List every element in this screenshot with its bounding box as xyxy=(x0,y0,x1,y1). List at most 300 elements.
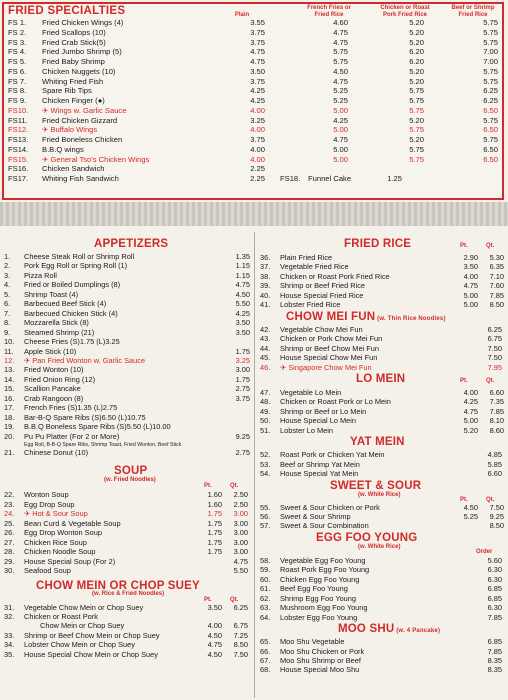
item-name: Vegetable Chow Mei Fun xyxy=(280,324,363,334)
price-quart: 8.60 xyxy=(489,425,504,435)
item-number: 4. xyxy=(4,280,11,290)
price-beef-shrimp: 7.00 xyxy=(483,57,498,66)
item-name: Apple Stick (10) xyxy=(24,346,77,356)
item-number: 27. xyxy=(4,537,15,547)
item-number: 18. xyxy=(4,412,15,422)
item-number: 31. xyxy=(4,602,15,612)
item-name: Sweet & Sour Chicken or Pork xyxy=(280,502,380,512)
soup-row xyxy=(4,490,254,499)
fried-rice-row xyxy=(260,300,506,309)
price-quart: 8.50 xyxy=(489,300,504,310)
item-name: House Special Chow Mei Fun xyxy=(280,353,378,363)
item-name: Roast Pork Egg Foo Young xyxy=(280,565,370,575)
item-number: 56. xyxy=(260,512,271,521)
price-pint: 4.00 xyxy=(207,621,222,631)
sweet-sour-title xyxy=(330,480,421,492)
item-name: Chicken Nuggets (10) xyxy=(42,66,116,76)
fried-item-row xyxy=(8,38,502,47)
item-number: 60. xyxy=(260,574,271,584)
soup-row xyxy=(4,519,254,528)
item-name: ✈ General Tso's Chicken Wings xyxy=(42,154,150,164)
price-french-fries: 4.75 xyxy=(333,76,348,86)
price-pint: 4.75 xyxy=(463,281,478,291)
item-number: 61. xyxy=(260,584,271,594)
soup-row xyxy=(4,528,254,537)
price-pint: 4.50 xyxy=(463,502,478,512)
price-beef-shrimp: 5.75 xyxy=(483,115,498,125)
item-price: 3.50 xyxy=(235,327,250,337)
fried-rice-quart-header: Qt. xyxy=(486,243,495,249)
column-separator xyxy=(254,232,255,698)
price-quart: 8.10 xyxy=(489,416,504,426)
price-pint: 4.00 xyxy=(463,271,478,281)
fried-rice-title xyxy=(344,238,411,250)
moo-shu-row xyxy=(260,647,506,656)
price-beef-shrimp: 6.50 xyxy=(483,154,498,164)
item-code: FS 8. xyxy=(8,86,27,96)
item-number: 32. xyxy=(4,611,15,621)
appetizer-row xyxy=(4,375,254,384)
item-code: FS10. xyxy=(8,105,29,115)
price-quart: 6.25 xyxy=(233,602,248,612)
item-number: 44. xyxy=(260,343,271,353)
price-quart: 3.00 xyxy=(233,547,248,557)
item-name: Seafood Soup xyxy=(24,566,71,576)
item-number: 30. xyxy=(4,566,15,576)
appetizer-row xyxy=(4,290,254,299)
egg-foo-young-row xyxy=(260,594,506,603)
price-french-fries: 4.75 xyxy=(333,27,348,37)
appetizer-row xyxy=(4,252,254,261)
price-plain: 3.75 xyxy=(250,27,265,37)
item-number: 37. xyxy=(260,262,271,272)
item-code: FS15. xyxy=(8,154,29,164)
egg-foo-young-title xyxy=(316,532,417,544)
item-name: Chinese Donut (10) xyxy=(24,448,89,457)
chow-mein-subtitle: (w. Rice & Fried Noodles) xyxy=(92,590,165,597)
price-chicken-pork: 6.20 xyxy=(409,47,424,57)
item-name: Fried Crab Stick(5) xyxy=(42,37,106,47)
price-quart: 7.35 xyxy=(489,397,504,407)
item-price: 9.25 xyxy=(235,431,250,441)
item-price: 5.60 xyxy=(487,555,502,565)
price-beef-shrimp: 6.25 xyxy=(483,96,498,105)
lo-mein-row xyxy=(260,388,506,397)
price-french-fries: 4.75 xyxy=(333,135,348,144)
item-number: 34. xyxy=(4,640,15,650)
item-name: Mozzarella Stick (8) xyxy=(24,318,89,328)
item-number: 7. xyxy=(4,308,11,318)
fried-rice-pint-header: Pt. xyxy=(460,243,468,249)
soup-row xyxy=(4,557,254,566)
item-name: Shrimp or Beef Chow Mein or Chop Suey xyxy=(24,630,160,640)
price-french-fries: 5.00 xyxy=(333,125,348,135)
item-number: 12. xyxy=(4,355,15,365)
price-french-fries: 5.75 xyxy=(333,57,348,66)
item-number: 51. xyxy=(260,425,271,435)
item-name: Fried Chicken Wings (4) xyxy=(42,18,124,27)
item-name: Vegetable Fried Rice xyxy=(280,262,349,272)
item-number: 63. xyxy=(260,603,271,613)
item-number: 54. xyxy=(260,469,271,479)
yat-mein-row xyxy=(260,469,506,478)
item-name: Fried Boneless Chicken xyxy=(42,135,123,144)
item-name: Sweet & Sour Shrimp xyxy=(280,512,351,521)
price-french-fries: 5.00 xyxy=(333,154,348,164)
price-chicken-pork: 5.75 xyxy=(409,125,424,135)
item-name: Wonton Soup xyxy=(24,490,69,500)
appetizers-title xyxy=(94,238,168,250)
item-name: Pu Pu Platter (For 2 or More) xyxy=(24,431,120,441)
price-pint: 5.25 xyxy=(463,512,478,521)
item-name: French Fries (S)1.35 (L)2.75 xyxy=(24,403,118,413)
item-name: Barbecued Beef Stick (4) xyxy=(24,299,107,309)
price-plain: 3.75 xyxy=(250,135,265,144)
item-number: 8. xyxy=(4,318,11,328)
appetizers-title-text: APPETIZERS xyxy=(94,238,169,250)
price-quart: 7.85 xyxy=(489,290,504,300)
item-price: 1.75 xyxy=(235,346,250,356)
item-name: Chicken Sandwich xyxy=(42,164,105,174)
item-name: Pork Egg Roll or Spring Roll (1) xyxy=(24,261,128,271)
chow-mein-row xyxy=(4,640,254,649)
appetizer-row xyxy=(4,394,254,403)
price-quart: 5.50 xyxy=(233,566,248,576)
item-price: 7.50 xyxy=(487,353,502,363)
item-price: 8.35 xyxy=(487,665,502,675)
pu-pu-platter-note: Egg Roll, B-B-Q Spare Ribs, Shrimp Toast, Fried Wonton, Beef Stick xyxy=(24,442,182,448)
price-pint: 1.75 xyxy=(207,509,222,519)
chow-mei-fun-row xyxy=(260,344,506,353)
price-quart: 7.50 xyxy=(489,502,504,512)
price-chicken-pork: 5.20 xyxy=(409,18,424,27)
item-code: FS 7. xyxy=(8,76,27,86)
egg-foo-young-row xyxy=(260,556,506,565)
item-name: Vegetable Chow Mein or Chop Suey xyxy=(24,602,144,612)
col-header-chicken-pork: Chicken or Roast Pork Fried Rice xyxy=(380,5,430,18)
item-name: House Special Lo Mein xyxy=(280,416,357,426)
item-name: Whiting Fish Sandwich xyxy=(42,174,119,183)
item-name: Beef or Shrimp Yat Mein xyxy=(280,459,360,469)
fried-extra-row xyxy=(8,164,502,173)
item-number: 21. xyxy=(4,448,15,457)
price-pint: 4.50 xyxy=(207,630,222,640)
item-price: 6.25 xyxy=(487,324,502,334)
soup-pint-header: Pt. xyxy=(204,483,212,490)
price-quart: 3.00 xyxy=(233,518,248,528)
item-name: Lobster Chow Mein or Chop Suey xyxy=(24,640,135,650)
sweet-sour-row xyxy=(260,521,506,530)
item-code: FS 3. xyxy=(8,37,27,47)
price-quart: 6.60 xyxy=(489,387,504,397)
chow-mein-row xyxy=(4,603,254,612)
price-chicken-pork: 5.20 xyxy=(409,76,424,86)
price-quart: 4.75 xyxy=(233,556,248,566)
chow-mein-row xyxy=(4,612,254,621)
fried-item-row xyxy=(8,47,502,56)
lo-mein-title xyxy=(356,373,405,385)
item-price: 6.30 xyxy=(487,565,502,575)
item-name: ✈ Hot & Sour Soup xyxy=(24,509,88,519)
chow-mei-fun-title xyxy=(286,311,446,323)
egg-foo-young-subtitle: (w. White Rice) xyxy=(358,543,401,550)
item-price: 6.85 xyxy=(487,584,502,594)
lo-mein-row xyxy=(260,407,506,416)
item-price: 7.95 xyxy=(487,362,502,372)
item-price: 5.50 xyxy=(235,299,250,309)
item-number: 5. xyxy=(4,289,11,299)
item-price: 7.50 xyxy=(487,343,502,353)
price-quart: 6.75 xyxy=(233,621,248,631)
item-number: 33. xyxy=(4,630,15,640)
soup-row xyxy=(4,509,254,518)
item-name: Fried Baby Shrimp xyxy=(42,57,105,66)
item-number: 17. xyxy=(4,403,15,413)
item-price: 1.75 xyxy=(235,374,250,384)
price-beef-shrimp: 6.50 xyxy=(483,125,498,135)
item-number: 45. xyxy=(260,353,271,363)
item-price: 2.75 xyxy=(235,448,250,457)
item-code: FS 5. xyxy=(8,57,27,66)
item-name: B.B.Q wings xyxy=(42,144,84,154)
chow-mei-fun-row xyxy=(260,334,506,343)
price-plain: 3.75 xyxy=(250,76,265,86)
moo-shu-row xyxy=(260,656,506,665)
fried-item-row xyxy=(8,155,502,164)
item-price: 3.25 xyxy=(235,355,250,365)
price-quart: 3.00 xyxy=(233,509,248,519)
item-name: Chicken Egg Foo Young xyxy=(280,574,360,584)
price-pint: 1.75 xyxy=(207,518,222,528)
price-pint: 4.00 xyxy=(463,387,478,397)
fried-item-row xyxy=(8,18,502,27)
item-price: 1.15 xyxy=(235,261,250,271)
appetizer-row xyxy=(4,432,254,441)
item-code: FS 6. xyxy=(8,66,27,76)
item-name: Shrimp or Beef Fried Rice xyxy=(280,281,366,291)
item-number: 24. xyxy=(4,509,15,519)
item-name: Fried Chicken Gizzard xyxy=(42,115,118,125)
price-pint: 2.90 xyxy=(463,253,478,262)
sweet-sour-row xyxy=(260,512,506,521)
item-name: House Special Soup (For 2) xyxy=(24,556,116,566)
item-number: 53. xyxy=(260,459,271,469)
price-chicken-pork: 5.20 xyxy=(409,27,424,37)
section-divider xyxy=(0,202,508,226)
item-number: 40. xyxy=(260,290,271,300)
item-price: 4.85 xyxy=(487,450,502,460)
item-name: ✈ Singapore Chow Mei Fun xyxy=(280,362,372,372)
item-name: Scallion Pancake xyxy=(24,384,81,394)
appetizer-row xyxy=(4,384,254,393)
soup-row xyxy=(4,566,254,575)
item-number: 41. xyxy=(260,300,271,310)
appetizer-row xyxy=(4,403,254,412)
item-number: 29. xyxy=(4,556,15,566)
item-number: 13. xyxy=(4,365,15,375)
item-number: 58. xyxy=(260,555,271,565)
item-code: FS13. xyxy=(8,135,29,144)
price-french-fries: 5.75 xyxy=(333,47,348,57)
item-number: 68. xyxy=(260,665,271,675)
item-name: Bean Curd & Vegetable Soup xyxy=(24,518,121,528)
item-name: Lobster Fried Rice xyxy=(280,300,341,310)
egg-foo-young-row xyxy=(260,575,506,584)
moo-shu-row xyxy=(260,665,506,674)
price-french-fries: 5.00 xyxy=(333,105,348,115)
fried-specialties-section xyxy=(2,2,504,200)
price-beef-shrimp: 7.00 xyxy=(483,47,498,57)
price-pint: 5.00 xyxy=(463,300,478,310)
item-number: 23. xyxy=(4,499,15,509)
item-name: Chicken or Roast Pork or Lo Mein xyxy=(280,397,391,407)
chow-mein-row xyxy=(4,650,254,659)
item-name: House Special Moo Shu xyxy=(280,665,360,675)
price-plain: 4.00 xyxy=(250,105,265,115)
appetizer-row xyxy=(4,261,254,270)
price-beef-shrimp: 5.75 xyxy=(483,27,498,37)
item-name: Mushroom Egg Foo Young xyxy=(280,603,368,613)
item-name: Shrimp Egg Foo Young xyxy=(280,593,357,603)
item-name: ✈ Wings w. Garlic Sauce xyxy=(42,105,127,115)
price-quart: 7.10 xyxy=(489,271,504,281)
item-price: 8.35 xyxy=(487,655,502,665)
item-number: 1. xyxy=(4,252,11,261)
price-chicken-pork: 5.20 xyxy=(409,135,424,144)
fried-item-row xyxy=(8,106,502,115)
item-number: 28. xyxy=(4,547,15,557)
lo-mein-pint-header: Pt. xyxy=(460,377,468,384)
item-code: FS16. xyxy=(8,164,29,174)
item-price: 4.75 xyxy=(235,280,250,290)
item-code: FS 2. xyxy=(8,27,27,37)
item-number: 16. xyxy=(4,393,15,403)
fried-rice-row xyxy=(260,291,506,300)
item-name: Vegetable Egg Foo Young xyxy=(280,555,366,565)
item-price: 4.25 xyxy=(235,308,250,318)
chow-mein-row xyxy=(4,631,254,640)
soup-row xyxy=(4,538,254,547)
price-quart: 7.50 xyxy=(233,649,248,659)
price-chicken-pork: 5.75 xyxy=(409,96,424,105)
price-pint: 4.25 xyxy=(463,397,478,407)
fried-rice-title-text: FRIED RICE xyxy=(344,238,412,250)
item-number: 50. xyxy=(260,416,271,426)
price-plain: 3.55 xyxy=(250,18,265,27)
appetizer-row xyxy=(4,356,254,365)
item-name: Chow Mein or Chop Suey xyxy=(40,621,125,631)
appetizer-row xyxy=(4,271,254,280)
item-name: Egg Drop Wonton Soup xyxy=(24,528,102,538)
item-price: 7.85 xyxy=(487,646,502,656)
item-number: 9. xyxy=(4,327,11,337)
item-name: Fried Onion Ring (12) xyxy=(24,374,96,384)
item-number: 6. xyxy=(4,299,11,309)
item-price: 6.75 xyxy=(487,334,502,344)
price-pint: 5.00 xyxy=(463,290,478,300)
col-header-beef-shrimp: Beef or Shrimp Fried Rice xyxy=(451,5,495,18)
price-pint: 5.00 xyxy=(463,416,478,426)
moo-shu-subtitle: (w. 4 Pancake) xyxy=(394,628,441,635)
sweet-sour-pint-header: Pt. xyxy=(460,496,468,503)
price-plain: 4.75 xyxy=(250,47,265,57)
item-number: 3. xyxy=(4,270,11,280)
item-name: Moo Shu Vegetable xyxy=(280,637,345,647)
price-plain: 3.50 xyxy=(250,66,265,76)
price-plain: 4.00 xyxy=(250,144,265,154)
price-plain: 4.25 xyxy=(250,86,265,96)
item-number: 14. xyxy=(4,374,15,384)
price-beef-shrimp: 5.75 xyxy=(483,18,498,27)
item-name: Lobster Egg Foo Young xyxy=(280,612,358,622)
item-name: House Special Yat Mein xyxy=(280,469,359,479)
fried-item-row xyxy=(8,77,502,86)
price-french-fries: 5.25 xyxy=(333,86,348,96)
item-number: 65. xyxy=(260,637,271,647)
item-number: 43. xyxy=(260,334,271,344)
item-name: House Special Chow Mein or Chop Suey xyxy=(24,649,158,659)
yat-mein-row xyxy=(260,450,506,459)
egg-foo-young-order-header: Order xyxy=(476,548,493,555)
chow-mei-fun-title-text: CHOW MEI FUN xyxy=(286,310,376,323)
item-number: 38. xyxy=(260,271,271,281)
price-french-fries: 4.25 xyxy=(333,115,348,125)
item-name: Fried Wonton (10) xyxy=(24,365,84,375)
egg-foo-young-row xyxy=(260,603,506,612)
price-beef-shrimp: 5.75 xyxy=(483,66,498,76)
soup-row xyxy=(4,547,254,556)
item-number: 52. xyxy=(260,450,271,460)
fried-extra-row xyxy=(8,174,502,183)
price-chicken-pork: 5.75 xyxy=(409,86,424,96)
appetizer-row xyxy=(4,328,254,337)
item-name: Vegetable Lo Mein xyxy=(280,387,342,397)
item-number: 47. xyxy=(260,387,271,397)
price-pint: 4.75 xyxy=(207,640,222,650)
item-price: 1.15 xyxy=(235,270,250,280)
price-chicken-pork: 5.20 xyxy=(409,37,424,47)
price-beef-shrimp: 6.25 xyxy=(483,86,498,96)
price-plain: 4.75 xyxy=(250,57,265,66)
lo-mein-row xyxy=(260,426,506,435)
lo-mein-quart-header: Qt. xyxy=(486,377,495,384)
price-quart: 7.85 xyxy=(489,406,504,416)
item-price: 2.75 xyxy=(235,384,250,394)
price-pint: 1.60 xyxy=(207,490,222,500)
item-code: FS18. xyxy=(280,174,301,183)
price-quart: 7.25 xyxy=(233,630,248,640)
item-number: 66. xyxy=(260,646,271,656)
appetizer-row xyxy=(4,448,254,457)
item-number: 62. xyxy=(260,593,271,603)
item-number: 26. xyxy=(4,528,15,538)
appetizer-row xyxy=(4,413,254,422)
item-name: Cheese Fries (S)1.75 (L)3.25 xyxy=(24,337,120,347)
fried-item-row xyxy=(8,96,502,105)
appetizer-row xyxy=(4,337,254,346)
price-beef-shrimp: 5.75 xyxy=(483,135,498,144)
item-name: Shrimp Toast (4) xyxy=(24,289,79,299)
item-price: 7.85 xyxy=(487,612,502,622)
yat-mein-row xyxy=(260,460,506,469)
price-quart: 8.50 xyxy=(489,521,504,531)
item-name: Chicken or Roast Pork Fried Rice xyxy=(280,271,390,281)
moo-shu-title xyxy=(338,623,440,635)
price-pint: 1.75 xyxy=(207,537,222,547)
price-plain: 4.00 xyxy=(250,154,265,164)
egg-foo-young-title-text: EGG FOO YOUNG xyxy=(316,531,418,544)
item-number: 20. xyxy=(4,431,15,441)
